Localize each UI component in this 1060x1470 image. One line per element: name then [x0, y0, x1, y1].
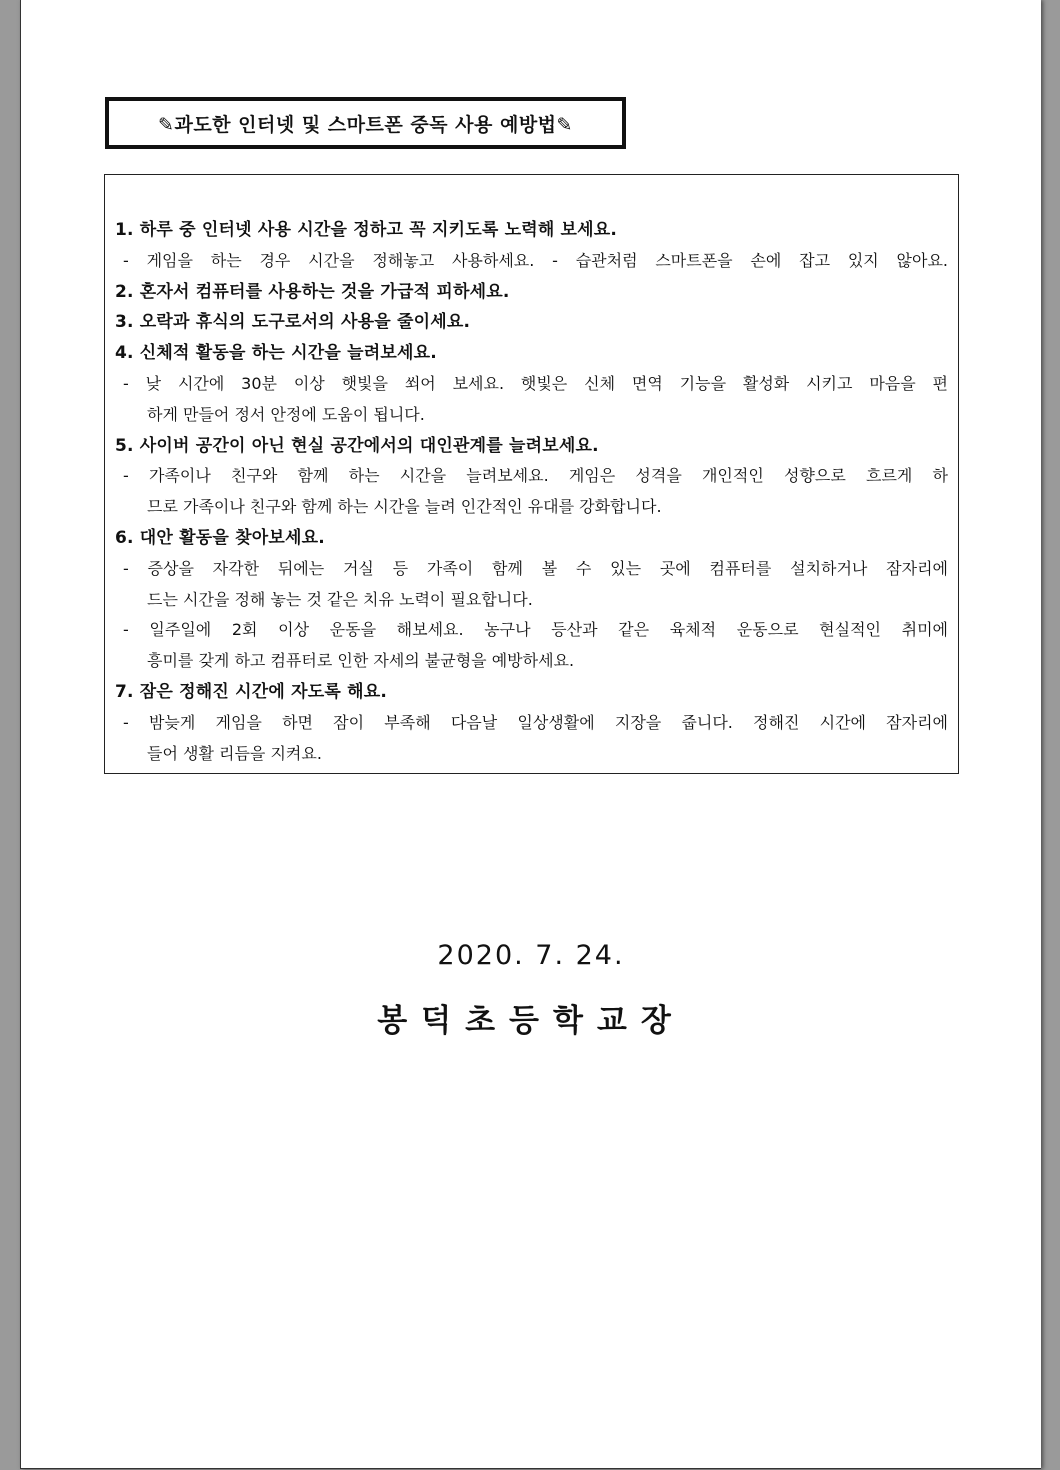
item-title: 3. 오락과 휴식의 도구로서의 사용을 줄이세요. — [115, 312, 471, 333]
item-title: 5. 사이버 공간이 아닌 현실 공간에서의 대인관계를 늘려보세요. — [115, 435, 599, 456]
content-box — [104, 174, 959, 774]
document-date: 2020. 7. 24. — [437, 940, 625, 971]
item-line: - 일주일에 2회 이상 운동을 해보세요. 농구나 등산과 같은 육체적 운동으로 현실적인 취미에 — [123, 620, 948, 640]
item-3 — [115, 307, 948, 338]
document-title: ✎과도한 인터넷 및 스마트폰 중독 사용 예방법✎ — [105, 97, 626, 149]
item-6 — [115, 523, 948, 677]
principal-signature: 봉덕초등학교장 — [377, 1003, 685, 1039]
item-line: - 밤늦게 게임을 하면 잠이 부족해 다음날 일상생활에 지장을 줍니다. 정해진 시간에 잠자리에 — [123, 712, 948, 732]
item-line: - 가족이나 친구와 함께 하는 시간을 늘려보세요. 게임은 성격을 개인적인 성향으로 흐르게 하 — [123, 466, 948, 486]
item-line: 하게 만들어 정서 안정에 도움이 됩니다. — [147, 404, 425, 424]
item-title: 1. 하루 중 인터넷 사용 시간을 정하고 꼭 지키도록 노력해 보세요. — [115, 220, 618, 240]
item-line: 므로 가족이나 친구와 함께 하는 시간을 늘려 인간적인 유대를 강화합니다. — [147, 497, 662, 517]
item-line: 드는 시간을 정해 놓는 것 같은 치유 노력이 필요합니다. — [147, 589, 533, 609]
item-title: 6. 대안 활동을 찾아보세요. — [115, 527, 325, 548]
document-page — [20, 0, 1041, 1469]
item-line: 들어 생활 리듬을 지켜요. — [147, 743, 322, 763]
item-line: - 낮 시간에 30분 이상 햇빛을 쐬어 보세요. 햇빛은 신체 면역 기능을 활성화 시키고 마음을 편 — [123, 373, 948, 393]
item-line: - 게임을 하는 경우 시간을 정해놓고 사용하세요. - 습관처럼 스마트폰을 손에 잡고 있지 않아요. — [123, 250, 948, 270]
item-line: 흥미를 갖게 하고 컴퓨터로 인한 자세의 불균형을 예방하세요. — [147, 651, 575, 671]
item-7 — [115, 677, 948, 769]
item-2 — [115, 277, 948, 308]
item-title: 2. 혼자서 컴퓨터를 사용하는 것을 가급적 피하세요. — [115, 281, 510, 302]
item-title: 7. 잠은 정해진 시간에 자도록 해요. — [115, 681, 388, 702]
item-title: 4. 신체적 활동을 하는 시간을 늘려보세요. — [115, 343, 437, 364]
item-4 — [115, 338, 948, 430]
item-5 — [115, 431, 948, 523]
item-line: - 증상을 자각한 뒤에는 거실 등 가족이 함께 볼 수 있는 곳에 컴퓨터를 설치하거나 잠자리에 — [123, 558, 948, 578]
item-1 — [115, 215, 948, 277]
